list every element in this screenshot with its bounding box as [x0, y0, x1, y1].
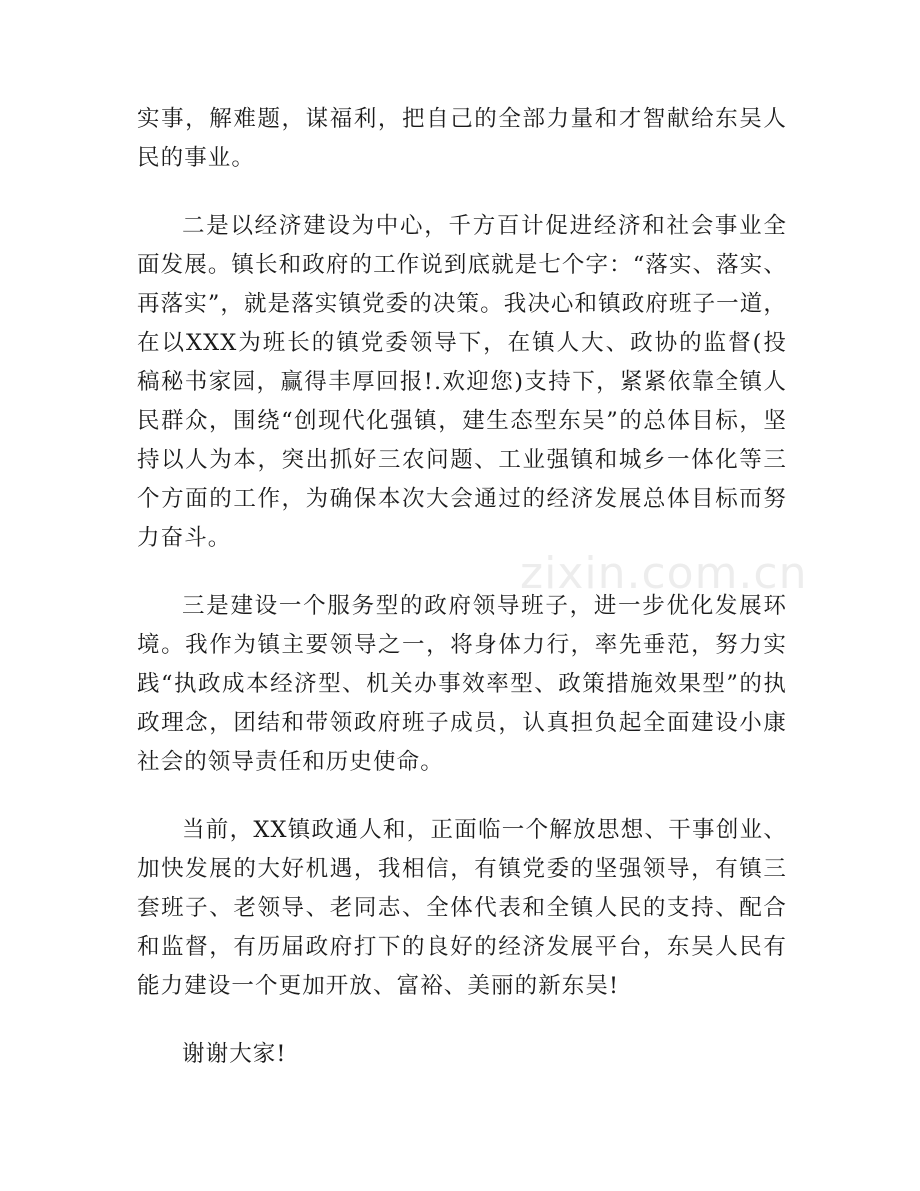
- paragraph-4: 当前，XX镇政通人和，正面临一个解放思想、干事创业、加快发展的大好机遇，我相信，有镇党委的坚强领导，有镇三套班子、老领导、老同志、全体代表和全镇人民的支持、配合和监督，有历届政府打下的良好的经济发展平台，东吴人民有能力建设一个更加开放、富裕、美丽的新东吴!: [137, 817, 787, 999]
- closing-remark: 谢谢大家!: [182, 1041, 287, 1067]
- document-body: [137, 100, 787, 1103]
- watermark: zixin.com.cn: [520, 548, 808, 599]
- paragraph-2: 二是以经济建设为中心，千方百计促进经济和社会事业全面发展。镇长和政府的工作说到底就是七个字：“落实、落实、再落实”，就是落实镇党委的决策。我决心和镇政府班子一道，在以XXX为班长的镇党委领导下，在镇人大、政协的监督(投稿秘书家园，赢得丰厚回报!.欢迎您)支持下，紧紧依靠全镇人民群众，围绕“创现代化强镇，建生态型东吴”的总体目标，坚持以人为本，突出抓好三农问题、工业强镇和城乡一体化等三个方面的工作，为确保本次大会通过的经济发展总体目标而努力奋斗。: [137, 213, 787, 551]
- paragraph-3: 三是建设一个服务型的政府领导班子，进一步优化发展环境。我作为镇主要领导之一，将身体力行，率先垂范，努力实践“执政成本经济型、机关办事效率型、政策措施效果型”的执政理念，团结和带领政府班子成员，认真担负起全面建设小康社会的领导责任和历史使命。: [137, 593, 787, 775]
- paragraph-1: 实事，解难题，谋福利，把自己的全部力量和才智献给东吴人民的事业。: [137, 106, 787, 171]
